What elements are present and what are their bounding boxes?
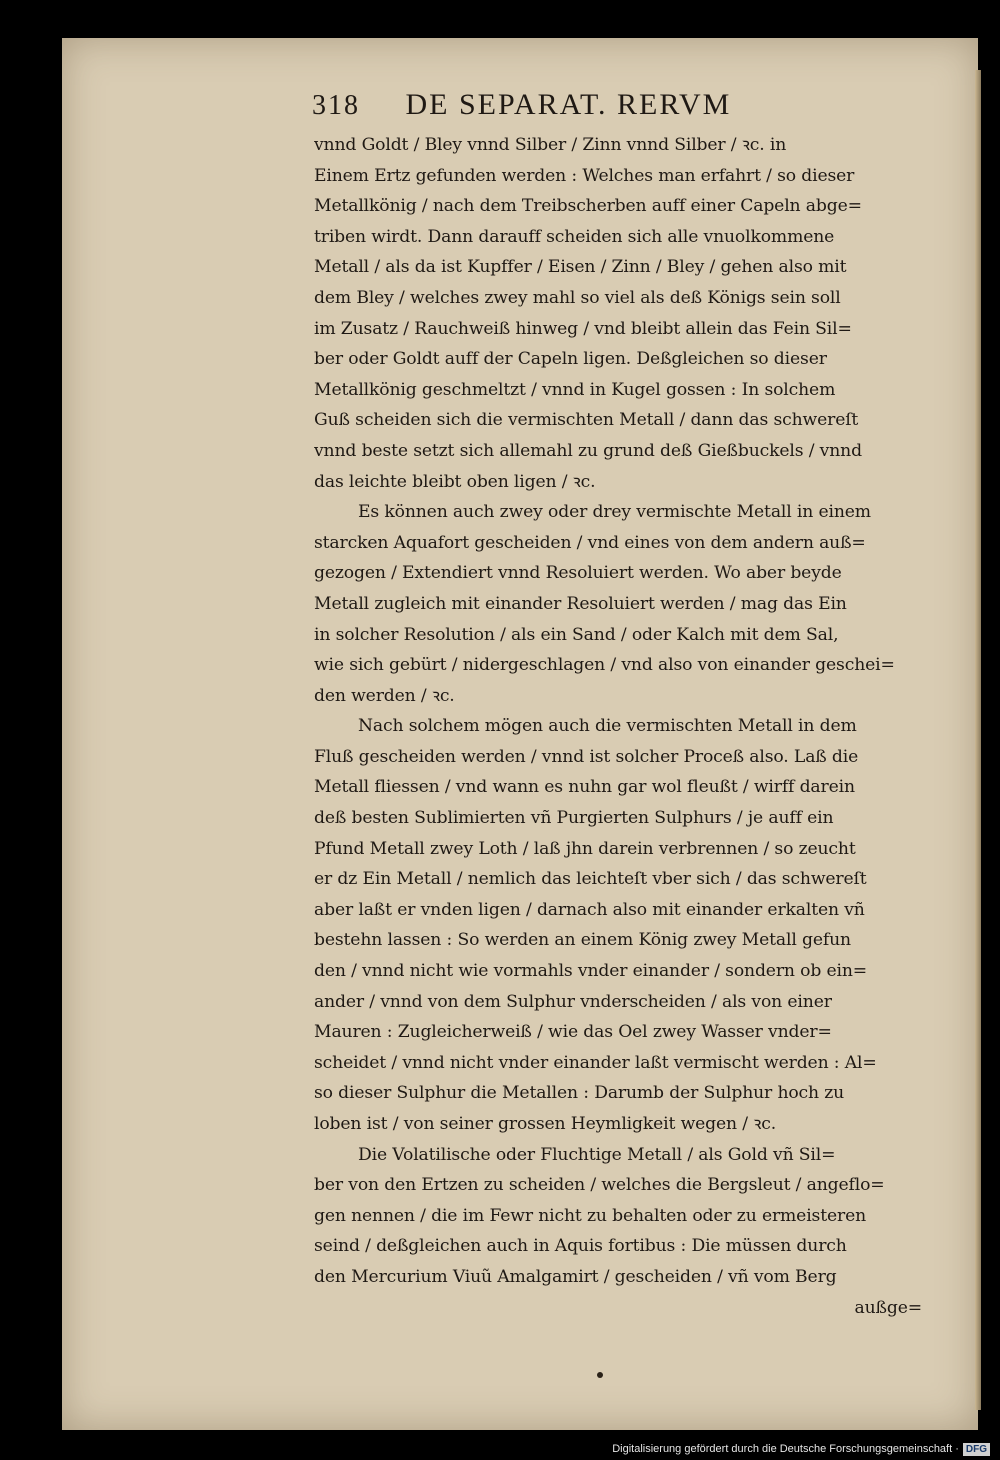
text-line: seind / deßgleichen auch in Aquis fortibus : Die müssen durch — [314, 1236, 847, 1257]
text-line: starcken Aquafort gescheiden / vnd eines von dem andern auß= — [314, 532, 866, 553]
text-line: den Mercurium Viuũ Amalgamirt / gescheiden / vñ vom Berg — [314, 1266, 837, 1287]
footer-credit: Digitalisierung gefördert durch die Deutsche Forschungsgemeinschaft · — [612, 1443, 959, 1455]
text-line: Guß scheiden sich die vermischten Metall / dann das schwereſt — [314, 410, 859, 431]
text-line: ber oder Goldt auff der Capeln ligen. Deßgleichen so dieser — [314, 349, 827, 370]
text-line: so dieser Sulphur die Metallen : Darumb der Sulphur hoch zu — [314, 1083, 845, 1104]
text-line: aber laßt er vnden ligen / darnach also mit einander erkalten vñ — [314, 899, 865, 920]
text-line: gezogen / Extendiert vnnd Resoluiert werden. Wo aber beyde — [314, 563, 842, 584]
catchword: außge= — [854, 1297, 922, 1318]
text-line: loben ist / von seiner grossen Heymligkeit wegen / ꝛc. — [314, 1114, 777, 1134]
text-line: in solcher Resolution / als ein Sand / oder Kalch mit dem Sal, — [314, 624, 839, 645]
text-line: Metall / als da ist Kupffer / Eisen / Zinn / Bley / gehen also mit — [314, 257, 847, 278]
text-line: den / vnnd nicht wie vormahls vnder einander / sondern ob ein= — [314, 961, 868, 982]
text-line: Es können auch zwey oder drey vermischte Metall in einem — [358, 502, 871, 523]
page-ornament-dot — [597, 1372, 603, 1378]
running-title: DE SEPARAT. RERVM — [405, 88, 732, 121]
text-line: Metallkönig geschmeltzt / vnnd in Kugel gossen : In solchem — [314, 379, 836, 400]
text-line: Metall zugleich mit einander Resoluiert werden / mag das Ein — [314, 593, 847, 614]
text-line: das leichte bleibt oben ligen / ꝛc. — [314, 471, 596, 492]
text-line: gen nennen / die im Fewr nicht zu behalten oder zu ermeisteren — [314, 1205, 867, 1226]
text-line: Metallkönig / nach dem Treibscherben auff einer Capeln abge= — [314, 196, 862, 217]
page-number: 318 — [312, 90, 360, 121]
text-line: deß besten Sublimierten vñ Purgierten Sulphurs / je auff ein — [314, 808, 834, 829]
text-line: Fluß gescheiden werden / vnnd ist solcher Proceß also. Laß die — [314, 746, 859, 767]
text-line: bestehn lassen : So werden an einem König zwey Metall gefun — [314, 930, 851, 951]
text-line: vnnd Goldt / Bley vnnd Silber / Zinn vnnd Silber / ꝛc. in — [314, 135, 787, 155]
text-line: vnnd beste setzt sich allemahl zu grund deß Gießbuckels / vnnd — [314, 440, 862, 461]
text-line: Pfund Metall zwey Loth / laß jhn darein verbrennen / so zeucht — [314, 838, 856, 859]
text-line: Einem Ertz gefunden werden : Welches man erfahrt / so dieser — [314, 165, 855, 186]
text-line: er dz Ein Metall / nemlich das leichteſt vber sich / das schwereſt — [314, 869, 867, 890]
text-line: scheidet / vnnd nicht vnder einander laßt vermischt werden : Al= — [314, 1052, 877, 1073]
body-text — [314, 130, 954, 1323]
text-line: Mauren : Zugleicherweiß / wie das Oel zwey Wasser vnder= — [314, 1022, 832, 1043]
text-line: dem Bley / welches zwey mahl so viel als deß Königs sein soll — [314, 287, 841, 308]
text-line: ander / vnnd von dem Sulphur vnderscheiden / als von einer — [314, 991, 832, 1012]
text-line: Die Volatilische oder Fluchtige Metall / als Gold vñ Sil= — [358, 1144, 836, 1165]
page-edge — [975, 70, 981, 1410]
dfg-logo: DFG — [963, 1443, 990, 1456]
text-line: im Zusatz / Rauchweiß hinweg / vnd bleibt allein das Fein Sil= — [314, 318, 852, 339]
text-line: ber von den Ertzen zu scheiden / welches die Bergsleut / angeflo= — [314, 1175, 885, 1196]
text-line: Metall fliessen / vnd wann es nuhn gar wol fleußt / wirff darein — [314, 777, 855, 798]
text-line: wie sich gebürt / nidergeschlagen / vnd also von einander geschei= — [314, 655, 895, 676]
footer — [612, 1441, 990, 1457]
text-line: triben wirdt. Dann darauff scheiden sich alle vnuolkommene — [314, 226, 835, 247]
text-line: Nach solchem mögen auch die vermischten Metall in dem — [358, 716, 857, 737]
running-header — [312, 88, 832, 128]
text-line: den werden / ꝛc. — [314, 685, 455, 706]
